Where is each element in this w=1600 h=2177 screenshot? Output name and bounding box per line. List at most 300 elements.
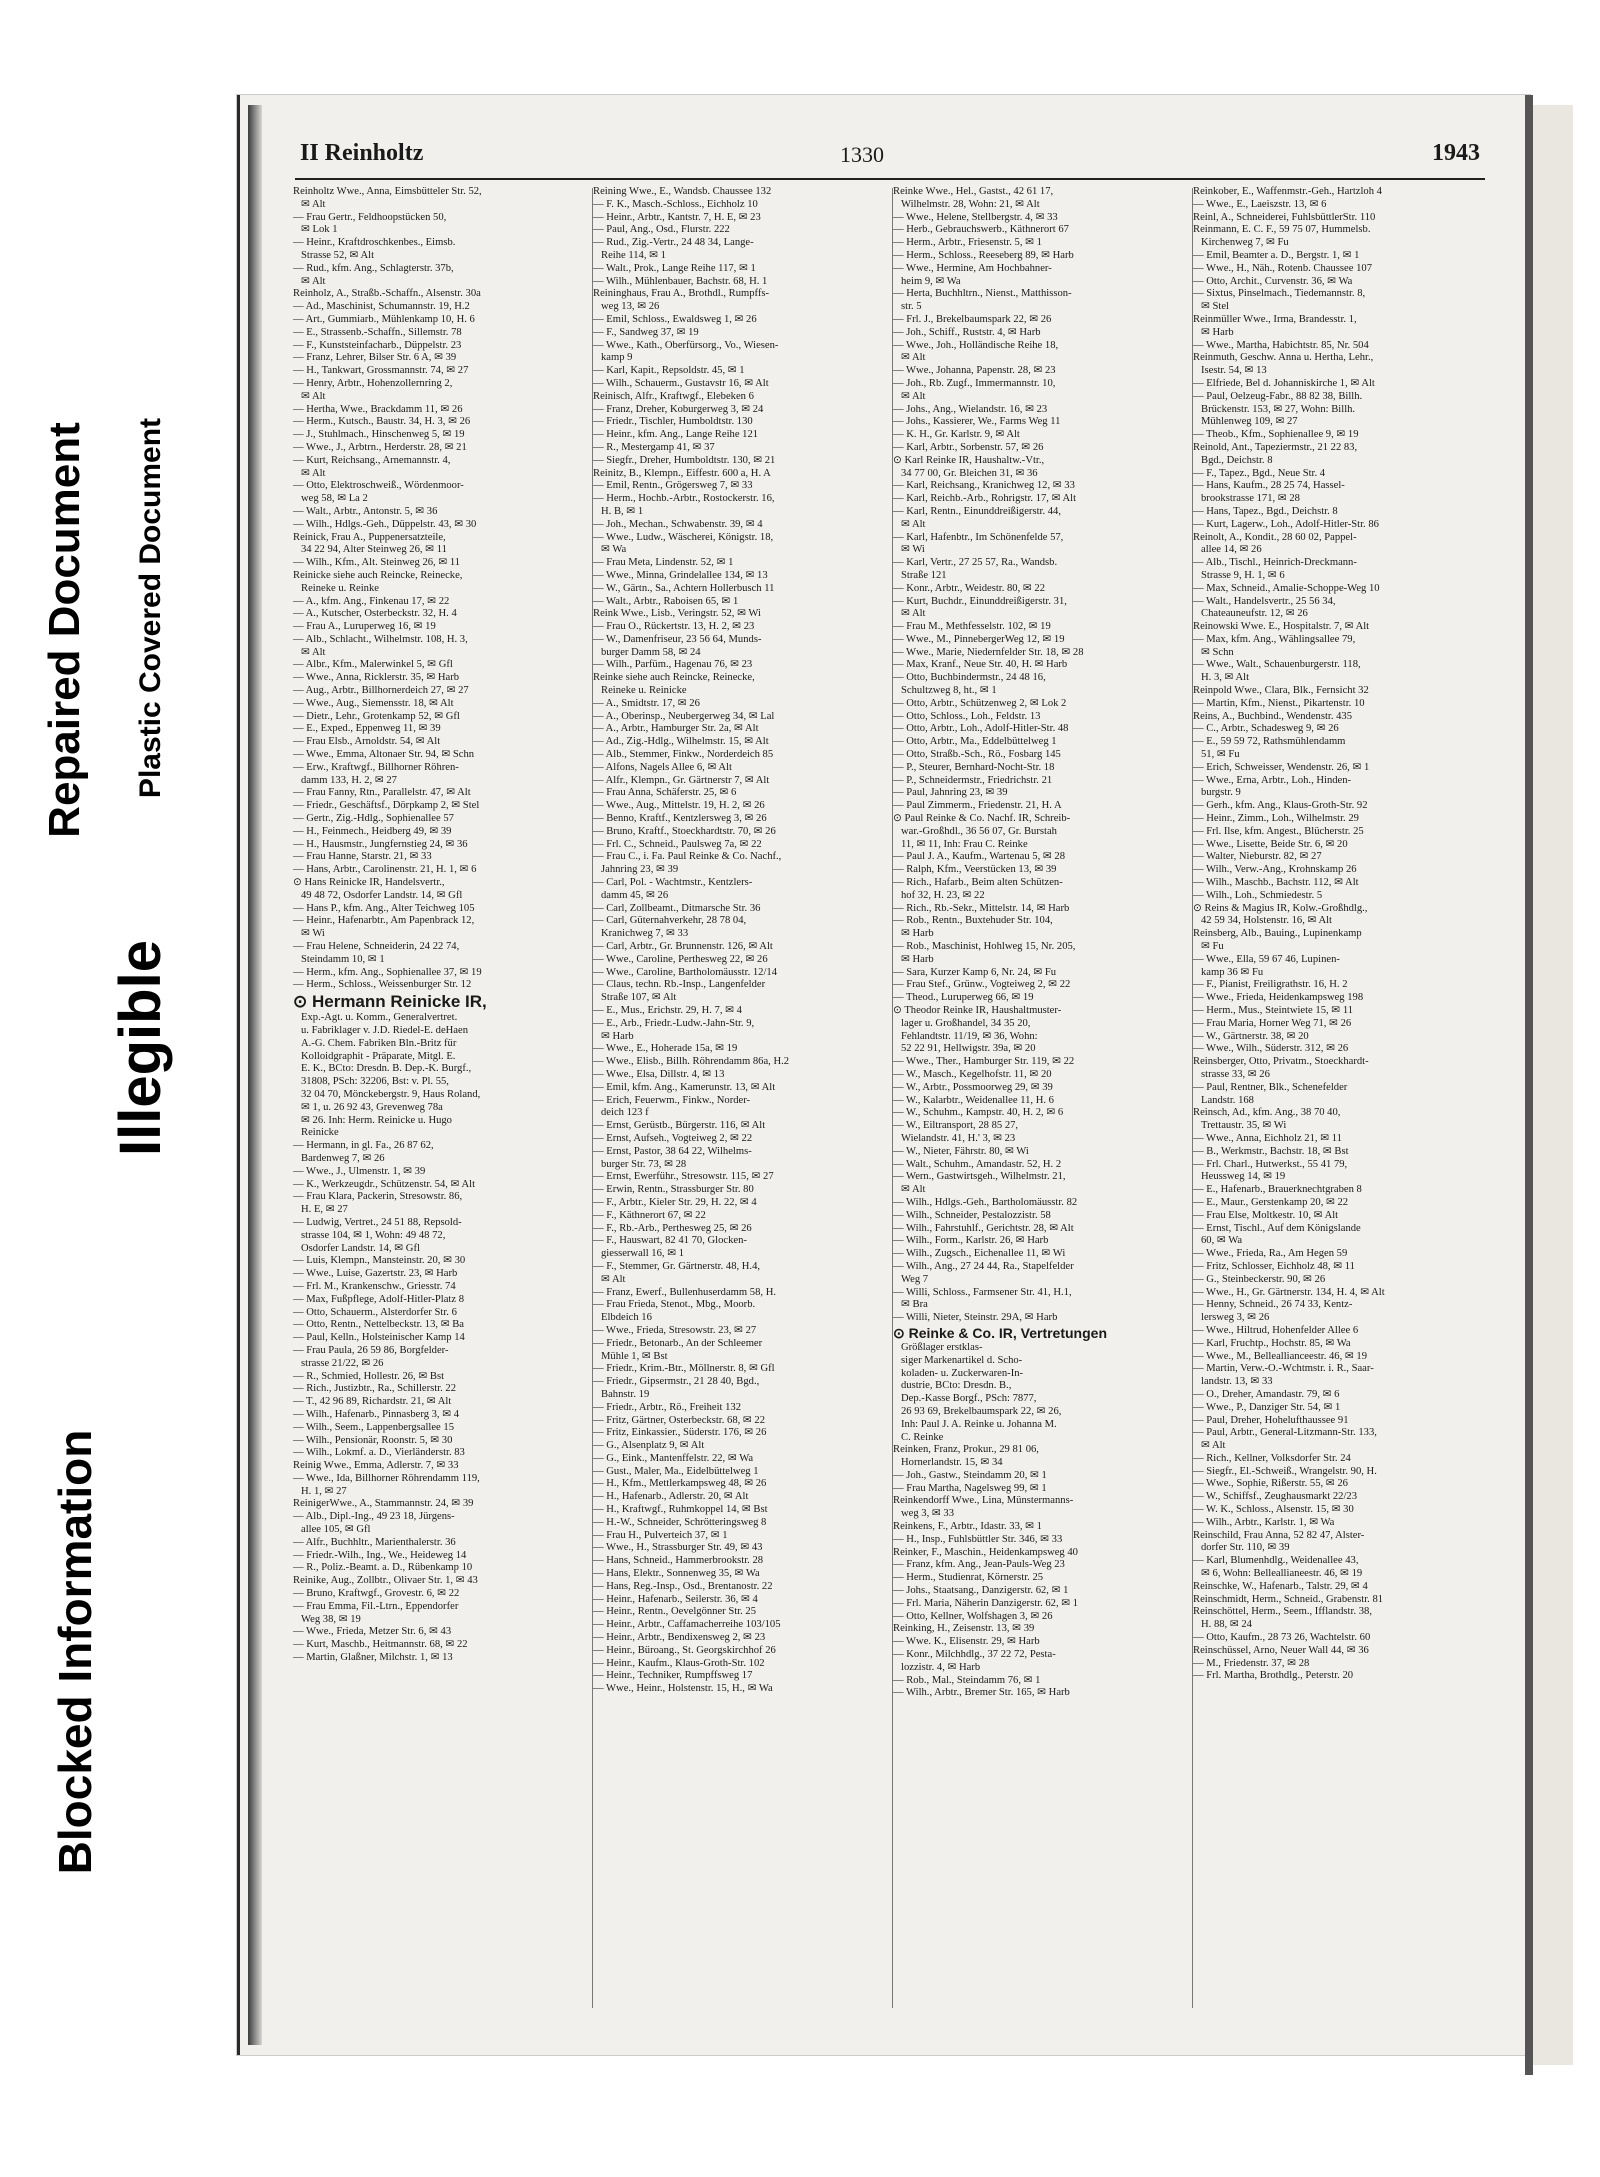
directory-entry-line: — Herb., Gebrauchswerb., Käthnerort 67 bbox=[893, 224, 1069, 236]
directory-entry-line: ✉ Alt bbox=[301, 390, 326, 402]
directory-entry-line: — E., Arb., Friedr.-Ludw.-Jahn-Str. 9, bbox=[593, 1017, 755, 1029]
directory-entry-line: Reinkober, E., Waffenmstr.-Geh., Hartzloh 4 bbox=[1193, 186, 1382, 197]
directory-column-4 bbox=[1193, 186, 1478, 2026]
directory-entry-line: ✉ Alt bbox=[301, 646, 326, 658]
directory-entry-line: — Fritz, Gärtner, Osterbeckstr. 68, ✉ 22 bbox=[593, 1414, 766, 1426]
directory-entry-line: H. E, ✉ 27 bbox=[301, 1204, 348, 1216]
directory-entry-line: ✉ Harb bbox=[901, 953, 934, 965]
directory-entry-line: A.-G. Chem. Fabriken Bln.-Britz für bbox=[301, 1037, 457, 1049]
directory-entry-line: — Emil, Rentn., Grögersweg 7, ✉ 33 bbox=[593, 480, 753, 492]
directory-entry-line: — Hans, Tapez., Bgd., Deichstr. 8 bbox=[1193, 505, 1338, 517]
directory-entry-line: — Rob., Rentn., Buxtehuder Str. 104, bbox=[893, 915, 1053, 927]
directory-entry-line: — Rich., Kellner, Volksdorfer Str. 24 bbox=[1193, 1452, 1351, 1464]
directory-entry-line: — H., Kfm., Mettlerkampsweg 48, ✉ 26 bbox=[593, 1478, 767, 1490]
directory-entry-line: — Willi, Schloss., Farmsener Str. 41, H.1, bbox=[893, 1286, 1072, 1298]
directory-entry-line: 34 77 00, Gr. Bleichen 31, ✉ 36 bbox=[901, 467, 1038, 479]
directory-entry-line: — Joh., Rb. Zugf., Immermannstr. 10, bbox=[893, 377, 1056, 389]
directory-entry-line: — Erich, Schweisser, Wendenstr. 26, ✉ 1 bbox=[1193, 761, 1370, 773]
directory-entry-line: — A., kfm. Ang., Finkenau 17, ✉ 22 bbox=[293, 595, 450, 607]
directory-entry-line: — Wwe., Marie, Niedernfelder Str. 18, ✉ 28 bbox=[893, 646, 1084, 658]
directory-entry-line: — Ernst, Ewerführ., Stresowstr. 115, ✉ 27 bbox=[593, 1171, 774, 1183]
directory-entry-line: — Wilh., Arbtr., Karlstr. 1, ✉ Wa bbox=[1193, 1516, 1335, 1528]
directory-entry-line: — Paul, Arbtr., General-Litzmann-Str. 133, bbox=[1193, 1427, 1377, 1439]
directory-entry-line: — Wwe., Frieda, Metzer Str. 6, ✉ 43 bbox=[293, 1626, 452, 1638]
directory-entry-line: — Wilh., Ang., 27 24 44, Ra., Stapelfelder bbox=[893, 1260, 1074, 1272]
directory-entry-line: — Hans, Reg.-Insp., Osd., Brentanostr. 22 bbox=[593, 1580, 773, 1592]
directory-entry-line: — Herm., kfm. Ang., Sophienallee 37, ✉ 19 bbox=[293, 966, 482, 978]
directory-entry-line: ⊙ Reinke & Co. IR, Vertretungen bbox=[893, 1324, 1107, 1341]
directory-entry-line: — E., Strassenb.-Schaffn., Sillemstr. 78 bbox=[293, 326, 462, 338]
directory-entry-line: Chateauneufstr. 12, ✉ 26 bbox=[1201, 608, 1308, 620]
directory-entry-line: — Frl. Charl., Hutwerkst., 55 41 79, bbox=[1193, 1158, 1348, 1170]
directory-entry-line: strasse 104, ✉ 1, Wohn: 49 48 72, bbox=[301, 1229, 446, 1241]
directory-entry-line: — Karl, Reichb.-Arb., Rohrigstr. 17, ✉ Alt bbox=[893, 493, 1077, 505]
directory-entry-line: — Friedr., Geschäftsf., Dörpkamp 2, ✉ Stel bbox=[293, 800, 480, 812]
directory-entry-line: — F., Arbtr., Kieler Str. 29, H. 22, ✉ 4 bbox=[593, 1196, 757, 1208]
directory-entry-line: — R., Mestergamp 41, ✉ 37 bbox=[593, 441, 715, 453]
directory-entry-line: — Dietr., Lehr., Grotenkamp 52, ✉ Gfl bbox=[293, 710, 460, 722]
directory-entry-line: — W., Eiltransport, 28 85 27, bbox=[893, 1120, 1019, 1132]
directory-entry-line: — Franz, Dreher, Koburgerweg 3, ✉ 24 bbox=[593, 403, 764, 415]
directory-entry-line: — Max, Kranf., Neue Str. 40, H. ✉ Harb bbox=[893, 659, 1068, 671]
directory-entry-line: Reinking, H., Zeisenstr. 13, ✉ 39 bbox=[893, 1623, 1035, 1635]
directory-entry-line: — Wwe., Ther., Hamburger Str. 119, ✉ 22 bbox=[893, 1056, 1075, 1068]
directory-entry-line: giesserwall 16, ✉ 1 bbox=[601, 1248, 685, 1260]
directory-entry-line: — Wwe., Ludw., Wäscherei, Königstr. 18, bbox=[593, 531, 774, 543]
directory-entry-line: ✉ 26. Inh: Herm. Reinicke u. Hugo bbox=[301, 1114, 452, 1126]
directory-entry-line: ⊙ Paul Reinke & Co. Nachf. IR, Schreib- bbox=[893, 813, 1071, 825]
directory-entry-line: — Kurt, Buchdr., Einunddreißigerstr. 31, bbox=[893, 595, 1067, 607]
directory-entry-line: — Wilh., Seem., Lappenbergsallee 15 bbox=[293, 1421, 454, 1433]
directory-entry-line: damm 45, ✉ 26 bbox=[601, 889, 669, 901]
directory-entry-line: — Frl. Maria, Näherin Danzigerstr. 62, ✉ 1 bbox=[893, 1597, 1079, 1609]
directory-entry-line: — Herm., Studienrat, Körnerstr. 25 bbox=[893, 1572, 1044, 1584]
directory-entry-line: Reinschke, W., Hafenarb., Talstr. 29, ✉ 4 bbox=[1193, 1580, 1368, 1592]
directory-entry-line: — Konr., Milchhdlg., 37 22 72, Pesta- bbox=[893, 1649, 1056, 1661]
directory-entry-line: — Wwe., Hermine, Am Hochbahner- bbox=[893, 262, 1052, 274]
directory-entry-line: Reinschmidt, Herm., Schneid., Grabenstr. 81 bbox=[1193, 1593, 1384, 1605]
directory-entry-line: 60, ✉ Wa bbox=[1201, 1235, 1243, 1247]
directory-entry-line: — F. K., Masch.-Schloss., Eichholz 10 bbox=[593, 198, 758, 210]
header-rule bbox=[295, 178, 1485, 180]
directory-entry-line: burgstr. 9 bbox=[1201, 787, 1241, 799]
directory-entry-line: — Wilh., Arbtr., Bremer Str. 165, ✉ Harb bbox=[893, 1687, 1070, 1699]
directory-entry-line: — A., Arbtr., Hamburger Str. 2a, ✉ Alt bbox=[593, 723, 759, 735]
directory-entry-line: — W., Arbtr., Possmoorweg 29, ✉ 39 bbox=[893, 1081, 1053, 1093]
directory-entry-line: — Rud., Zig.-Vertr., 24 48 34, Lange- bbox=[593, 237, 754, 249]
directory-entry-line: — Wwe., Anna, Ricklerstr. 35, ✉ Harb bbox=[293, 672, 460, 684]
directory-entry-line: Reinkens, F., Arbtr., Idastr. 33, ✉ 1 bbox=[893, 1521, 1042, 1533]
directory-entry-line: — Carl, Güternahverkehr, 28 78 04, bbox=[593, 915, 747, 927]
directory-entry-line: — Carl, Arbtr., Gr. Brunnenstr. 126, ✉ Alt bbox=[593, 941, 773, 953]
directory-entry-line: C. Reinke bbox=[901, 1431, 944, 1443]
directory-entry-line: — Friedr.-Wilh., Ing., We., Heideweg 14 bbox=[293, 1549, 467, 1561]
directory-entry-line: — Walt., Prok., Lange Reihe 117, ✉ 1 bbox=[593, 262, 756, 274]
directory-entry-line: Reinpold Wwe., Clara, Blk., Fernsicht 32 bbox=[1193, 685, 1369, 697]
directory-entry-line: Reins, A., Buchbind., Wendenstr. 435 bbox=[1193, 710, 1353, 722]
directory-entry-line: — Franz, Ewerf., Bullenhuserdamm 58, H. bbox=[593, 1286, 776, 1298]
directory-entry-line: — Otto, Arbtr., Loh., Adolf-Hitler-Str. 48 bbox=[893, 723, 1069, 735]
directory-entry-line: ✉ Alt bbox=[301, 275, 326, 287]
directory-entry-line: — H., Tankwart, Grossmannstr. 74, ✉ 27 bbox=[293, 365, 469, 377]
directory-entry-line: — G., Alsenplatz 9, ✉ Alt bbox=[593, 1440, 705, 1452]
directory-entry-line: brookstrasse 171, ✉ 28 bbox=[1201, 493, 1300, 505]
directory-entry-line: — Heinr., Hafenarbtr., Am Papenbrack 12, bbox=[293, 915, 475, 927]
directory-entry-line: Reinken, Franz, Prokur., 29 81 06, bbox=[893, 1444, 1039, 1456]
directory-entry-line: Jahnring 23, ✉ 39 bbox=[601, 864, 679, 876]
year: 1943 bbox=[1432, 140, 1480, 166]
directory-entry-line: Isestr. 54, ✉ 13 bbox=[1201, 365, 1267, 377]
directory-entry-line: — Alb., Dipl.-Ing., 49 23 18, Jürgens- bbox=[293, 1511, 455, 1523]
directory-entry-line: — Otto, Kaufm., 28 73 26, Wachtelstr. 60 bbox=[1193, 1632, 1371, 1644]
directory-entry-line: Reinschüssel, Arno, Neuer Wall 44, ✉ 36 bbox=[1193, 1644, 1369, 1656]
directory-entry-line: — Alb., Schlacht., Wilhelmstr. 108, H. 3, bbox=[293, 633, 468, 645]
directory-entry-line: — Fritz, Einkassier., Süderstr. 176, ✉ 26 bbox=[593, 1427, 767, 1439]
directory-entry-line: — Hans, Kaufm., 28 25 74, Hassel- bbox=[1193, 480, 1345, 492]
directory-entry-line: — H., Insp., Fuhlsbüttler Str. 346, ✉ 33 bbox=[893, 1533, 1063, 1545]
directory-entry-line: — Wilh., Schauerm., Gustavstr 16, ✉ Alt bbox=[593, 377, 769, 389]
directory-entry-line: ✉ Lok 1 bbox=[301, 224, 338, 236]
directory-entry-line: — Friedr., Krim.-Btr., Möllnerstr. 8, ✉ Gfl bbox=[593, 1363, 775, 1375]
directory-entry-line: — Kurt, Maschb., Heitmannstr. 68, ✉ 22 bbox=[293, 1639, 468, 1651]
directory-entry-line: Reinmann, E. C. F., 59 75 07, Hummelsb. bbox=[1193, 224, 1371, 236]
directory-entry-line: — F., Käthnerort 67, ✉ 22 bbox=[593, 1209, 706, 1221]
directory-entry-line: — Herm., Arbtr., Friesenstr. 5, ✉ 1 bbox=[893, 237, 1042, 249]
directory-entry-line: — Wern., Gastwirtsgeh., Wilhelmstr. 21, bbox=[893, 1171, 1066, 1183]
directory-entry-line: burger Damm 58, ✉ 24 bbox=[601, 646, 701, 658]
directory-entry-line: — W., Damenfriseur, 23 56 64, Munds- bbox=[593, 633, 762, 645]
directory-entry-line: — Otto, Schauerm., Alsterdorfer Str. 6 bbox=[293, 1306, 457, 1318]
directory-entry-line: — E., Exped., Eppenweg 11, ✉ 39 bbox=[293, 723, 441, 735]
directory-entry-line: — Emil, Beamter a. D., Bergstr. 1, ✉ 1 bbox=[1193, 249, 1360, 261]
directory-entry-line: Fehlandtstr. 11/19, ✉ 36, Wohn: bbox=[901, 1030, 1038, 1042]
directory-entry-line: Reinike, Aug., Zollbtr., Olivaer Str. 1, ✉ 43 bbox=[293, 1575, 478, 1587]
directory-entry-line: — Wwe., P., Danziger Str. 54, ✉ 1 bbox=[1193, 1401, 1341, 1413]
directory-entry-line: — F., Rb.-Arb., Perthesweg 25, ✉ 26 bbox=[593, 1222, 752, 1234]
directory-entry-line: Reining Wwe., E., Wandsb. Chaussee 132 bbox=[593, 186, 772, 197]
directory-entry-line: — Frl. M., Krankenschw., Griesstr. 74 bbox=[293, 1280, 456, 1292]
label-blocked-information: Blocked Information bbox=[49, 1429, 101, 1875]
facing-page-edge bbox=[1533, 105, 1573, 2065]
page-number: 1330 bbox=[840, 142, 884, 167]
directory-entry-line: Strasse 52, ✉ Alt bbox=[301, 249, 375, 261]
directory-entry-line: — Paul, Ang., Osd., Flurstr. 222 bbox=[593, 224, 730, 236]
directory-entry-line: ⊙ Hans Reinicke IR, Handelsvertr., bbox=[293, 877, 445, 889]
page-edge bbox=[1525, 95, 1533, 2075]
directory-entry-line: — W. K., Schloss., Alsenstr. 15, ✉ 30 bbox=[1193, 1504, 1354, 1516]
directory-entry-line: — Wwe., Sophie, Rißerstr. 55, ✉ 26 bbox=[1193, 1478, 1348, 1490]
directory-entry-line: ✉ Wi bbox=[301, 928, 325, 940]
directory-entry-line: 34 22 94, Alter Steinweg 26, ✉ 11 bbox=[301, 544, 447, 556]
directory-entry-line: — Wwe., J., Arbtrn., Herderstr. 28, ✉ 21 bbox=[293, 441, 467, 453]
directory-entry-line: — Hans, Elektr., Sonnenweg 35, ✉ Wa bbox=[593, 1568, 760, 1580]
directory-entry-line: — A., Kutscher, Osterbeckstr. 32, H. 4 bbox=[293, 608, 457, 620]
directory-entry-line: landstr. 13, ✉ 33 bbox=[1201, 1376, 1273, 1388]
directory-entry-line: ✉ Alt bbox=[901, 352, 926, 364]
directory-entry-line: ✉ Wa bbox=[601, 544, 627, 556]
directory-entry-line: ✉ 6, Wohn: Belleallianeestr. 46, ✉ 19 bbox=[1201, 1568, 1363, 1580]
directory-entry-line: — Wwe., Walt., Schauenburgerstr. 118, bbox=[1193, 659, 1361, 671]
directory-entry-line: strasse 33, ✉ 26 bbox=[1201, 1068, 1270, 1080]
directory-entry-line: — Herm., Schloss., Reeseberg 89, ✉ Harb bbox=[893, 249, 1074, 261]
directory-entry-line: — Wwe., E., Laeiszstr. 13, ✉ 6 bbox=[1193, 198, 1327, 210]
directory-entry-line: — Wwe., H., Strassburger Str. 49, ✉ 43 bbox=[593, 1542, 763, 1554]
directory-entry-line: weg 13, ✉ 26 bbox=[601, 301, 660, 313]
directory-entry-line: — F., Kunststeinfacharb., Düppelstr. 23 bbox=[293, 339, 462, 351]
directory-entry-line: 26 93 69, Brekelbaumspark 22, ✉ 26, bbox=[901, 1405, 1062, 1417]
directory-entry-line: Reinkendorff Wwe., Lina, Münstermanns- bbox=[893, 1495, 1074, 1507]
directory-entry-line: — Wwe., Helene, Stellbergstr. 4, ✉ 33 bbox=[893, 211, 1058, 223]
directory-entry-line: — Wwe., Erna, Arbtr., Loh., Hinden- bbox=[1193, 774, 1352, 786]
directory-entry-line: ✉ Harb bbox=[1201, 326, 1234, 338]
directory-entry-line: Reinsberg, Alb., Bauing., Lupinenkamp bbox=[1193, 928, 1362, 940]
directory-entry-line: — Theob., Kfm., Sophienallee 9, ✉ 19 bbox=[1193, 429, 1359, 441]
label-plastic-covered-document: Plastic Covered Document bbox=[134, 417, 167, 799]
directory-entry-line: Reinsch, Ad., kfm. Ang., 38 70 40, bbox=[1193, 1107, 1341, 1119]
directory-entry-line: — J., Stuhlmach., Hinschenweg 5, ✉ 19 bbox=[293, 429, 465, 441]
directory-entry-line: — Wilh., Hdlgs.-Geh., Bartholomäusstr. 82 bbox=[893, 1196, 1078, 1208]
label-repaired-document: Repaired Document bbox=[40, 422, 89, 838]
directory-entry-line: — Karl, Kapit., Repsoldstr. 45, ✉ 1 bbox=[593, 365, 745, 377]
directory-entry-line: — Wilh., Pensionär, Roonstr. 5, ✉ 30 bbox=[293, 1434, 453, 1446]
directory-entry-line: — H., Kraftwgf., Ruhmkoppel 14, ✉ Bst bbox=[593, 1504, 768, 1516]
directory-entry-line: ✉ Alt bbox=[1201, 1440, 1226, 1452]
directory-entry-line: war.-Großhdl., 36 56 07, Gr. Burstah bbox=[901, 825, 1057, 837]
directory-entry-line: — Alb., Stemmer, Finkw., Norderdeich 85 bbox=[593, 749, 774, 761]
directory-entry-line: — Friedr., Betonarb., An der Schleemer bbox=[593, 1337, 763, 1349]
directory-entry-line: Reinold, Ant., Tapeziermstr., 21 22 83, bbox=[1193, 441, 1358, 453]
directory-entry-line: — Martin, Verw.-O.-Wchtmstr. i. R., Saar- bbox=[1193, 1363, 1374, 1375]
directory-entry-line: — P., Schneidermstr., Friedrichstr. 21 bbox=[893, 774, 1053, 786]
directory-entry-line: Reinsberger, Otto, Privatm., Stoeckhardt- bbox=[1193, 1056, 1369, 1068]
directory-entry-line: ReinigerWwe., A., Stammannstr. 24, ✉ 39 bbox=[293, 1498, 474, 1510]
directory-entry-line: lersweg 3, ✉ 26 bbox=[1201, 1312, 1270, 1324]
directory-entry-line: — Rich., Hafarb., Beim alten Schützen- bbox=[893, 877, 1063, 889]
directory-entry-line: — Rich., Rb.-Sekr., Mittelstr. 14, ✉ Harb bbox=[893, 902, 1070, 914]
directory-entry-line: — Walter, Nieburstr. 82, ✉ 27 bbox=[1193, 851, 1322, 863]
directory-entry-line: — Ludwig, Vertret., 24 51 88, Repsold- bbox=[293, 1216, 462, 1228]
directory-entry-line: — Hans P., kfm. Ang., Alter Teichweg 105 bbox=[293, 902, 475, 914]
directory-entry-line: ✉ Alt bbox=[901, 1184, 926, 1196]
directory-entry-line: Steindamm 10, ✉ 1 bbox=[301, 953, 385, 965]
directory-entry-line: — Albr., Kfm., Malerwinkel 5, ✉ Gfl bbox=[293, 659, 453, 671]
directory-entry-line: H. B, ✉ 1 bbox=[601, 505, 644, 517]
label-illegible: Illegible bbox=[108, 940, 173, 1156]
directory-entry-line: — Herm., Schloss., Weissenburger Str. 12 bbox=[293, 979, 472, 991]
directory-entry-line: — Heinr., Techniker, Rumpffsweg 17 bbox=[593, 1670, 753, 1682]
directory-entry-line: Strasse 9, H. 1, ✉ 6 bbox=[1201, 569, 1285, 581]
directory-entry-line: — Henry, Arbtr., Hohenzollernring 2, bbox=[293, 377, 453, 389]
directory-entry-line: — W., Schiffsf., Zeughausmarkt 22/23 bbox=[1193, 1491, 1357, 1503]
directory-columns bbox=[293, 186, 1483, 2026]
directory-entry-line: Kranichweg 7, ✉ 33 bbox=[601, 928, 689, 940]
directory-entry-line: H. 1, ✉ 27 bbox=[301, 1485, 347, 1497]
directory-entry-line: — Heinr., Rentn., Oevelgönner Str. 25 bbox=[593, 1606, 757, 1618]
directory-entry-line: Brückenstr. 153, ✉ 27, Wohn: Billh. bbox=[1201, 403, 1356, 415]
directory-entry-line: — W., Kalarbtr., Weidenallee 11, H. 6 bbox=[893, 1094, 1054, 1106]
directory-entry-line: — Wwe., Luise, Gazertstr. 23, ✉ Harb bbox=[293, 1268, 458, 1280]
directory-entry-line: — W., Gärtn., Sa., Achtern Hollerbusch 11 bbox=[593, 582, 775, 594]
directory-entry-line: — Max, kfm. Ang., Wählingsallee 79, bbox=[1193, 633, 1356, 645]
directory-entry-line: kamp 36 ✉ Fu bbox=[1201, 966, 1264, 978]
directory-entry-line: — Claus, techn. Rb.-Insp., Langenfelder bbox=[593, 979, 766, 991]
directory-entry-line: — Wwe., Wilh., Süderstr. 312, ✉ 26 bbox=[1193, 1043, 1349, 1055]
directory-entry-line: — Hertha, Wwe., Brackdamm 11, ✉ 26 bbox=[293, 403, 463, 415]
directory-entry-line: — A., Smidtstr. 17, ✉ 26 bbox=[593, 697, 700, 709]
directory-entry-line: — Frau Frieda, Stenot., Mbg., Moorb. bbox=[593, 1299, 756, 1311]
directory-entry-line: — Karl, Rentn., Einunddreißigerstr. 44, bbox=[893, 505, 1061, 517]
directory-entry-line: — Heinr., Kaufm., Klaus-Groth-Str. 102 bbox=[593, 1657, 765, 1669]
directory-entry-line: — Joh., Mechan., Schwabenstr. 39, ✉ 4 bbox=[593, 518, 763, 530]
directory-entry-line: — Johs., Ang., Wielandstr. 16, ✉ 23 bbox=[893, 403, 1048, 415]
directory-entry-line: — Gerh., kfm. Ang., Klaus-Groth-Str. 92 bbox=[1193, 800, 1368, 812]
directory-entry-line: Reininghaus, Frau A., Brothdl., Rumpffs- bbox=[593, 288, 770, 300]
directory-entry-line: allee 105, ✉ Gfl bbox=[301, 1524, 371, 1536]
directory-column-2 bbox=[593, 186, 878, 2026]
directory-entry-line: — Karl, Blumenhdlg., Weidenallee 43, bbox=[1193, 1555, 1359, 1567]
directory-entry-line: Schultzweg 8, ht., ✉ 1 bbox=[901, 685, 997, 697]
directory-entry-line: — Hans, Arbtr., Carolinenstr. 21, H. 1, ✉ 6 bbox=[293, 864, 477, 876]
directory-entry-line: — Frau Fanny, Rtn., Parallelstr. 47, ✉ Alt bbox=[293, 787, 471, 799]
directory-entry-line: Reineke u. Reinke bbox=[301, 582, 379, 594]
directory-entry-line: — Rud., kfm. Ang., Schlagterstr. 37b, bbox=[293, 262, 454, 274]
directory-entry-line: — W., Gärtnerstr. 38, ✉ 20 bbox=[1193, 1030, 1309, 1042]
directory-entry-line: — Gertr., Zig.-Hdlg., Sophienallee 57 bbox=[293, 813, 454, 825]
directory-entry-line: — Erwin, Rentn., Strassburger Str. 80 bbox=[593, 1184, 754, 1196]
directory-entry-line: 52 22 91, Hellwigstr. 39a, ✉ 20 bbox=[901, 1043, 1036, 1055]
directory-entry-line: siger Markenartikel d. Scho- bbox=[901, 1354, 1023, 1366]
directory-entry-line: — W., Masch., Kegelhofstr. 11, ✉ 20 bbox=[893, 1068, 1052, 1080]
directory-entry-line: — Paul, Kelln., Holsteinischer Kamp 14 bbox=[293, 1332, 465, 1344]
directory-entry-line: — Johs., Staatsang., Danzigerstr. 62, ✉ 1 bbox=[893, 1585, 1069, 1597]
directory-entry-line: — Ad., Maschinist, Schumannstr. 19, H.2 bbox=[293, 301, 470, 313]
directory-entry-line: — Frl. C., Schneid., Paulsweg 7a, ✉ 22 bbox=[593, 838, 762, 850]
directory-entry-line: — G., Eink., Mantenffelstr. 22, ✉ Wa bbox=[593, 1452, 754, 1464]
directory-entry-line: — Wwe., Ella, 59 67 46, Lupinen- bbox=[1193, 953, 1340, 965]
directory-entry-line: Reinicke bbox=[301, 1127, 339, 1139]
directory-entry-line: — Kurt, Lagerw., Loh., Adolf-Hitler-Str. 86 bbox=[1193, 518, 1379, 530]
directory-entry-line: — Wilh., Hdlgs.-Geh., Düppelstr. 43, ✉ 30 bbox=[293, 518, 477, 530]
directory-entry-line: dustrie, BCto: Dresdn. B., bbox=[901, 1380, 1012, 1392]
directory-entry-line: — Frau A., Luruperweg 16, ✉ 19 bbox=[293, 621, 436, 633]
directory-entry-line: — Wwe., Caroline, Bartholomäusstr. 12/14 bbox=[593, 966, 777, 978]
directory-entry-line: — Erich, Feuerwm., Finkw., Norder- bbox=[593, 1094, 751, 1106]
directory-entry-line: Inh: Paul J. A. Reinke u. Johanna M. bbox=[901, 1418, 1057, 1430]
directory-entry-line: — Herm., Kutsch., Baustr. 34, H. 3, ✉ 26 bbox=[293, 416, 471, 428]
directory-entry-line: — Wilh., Loh., Schmiedestr. 5 bbox=[1193, 889, 1323, 901]
directory-entry-line: — Herta, Buchhltrn., Nienst., Matthisson- bbox=[893, 288, 1072, 300]
directory-entry-line: — Siegfr., Dreher, Humboldtstr. 130, ✉ 21 bbox=[593, 454, 776, 466]
directory-entry-line: — Ernst, Gerüstb., Bürgerstr. 116, ✉ Alt bbox=[593, 1120, 766, 1132]
directory-entry-line: — K. H., Gr. Karlstr. 9, ✉ Alt bbox=[893, 429, 1020, 441]
directory-entry-line: Mühlenweg 109, ✉ 27 bbox=[1201, 416, 1298, 428]
directory-entry-line: — Ernst, Tischl., Auf dem Königslande bbox=[1193, 1222, 1361, 1234]
directory-entry-line: — Frl. Martha, Brothdlg., Peterstr. 20 bbox=[1193, 1670, 1354, 1682]
directory-entry-line: — Franz, Lehrer, Bilser Str. 6 A, ✉ 39 bbox=[293, 352, 457, 364]
directory-entry-line: ⊙ Reins & Magius IR, Kolw.-Großhdlg., bbox=[1193, 902, 1368, 914]
directory-entry-line: — Heinr., Büroang., St. Georgskirchhof 26 bbox=[593, 1644, 776, 1656]
directory-entry-line: — Kurt, Reichsang., Arnemannstr. 4, bbox=[293, 454, 451, 466]
directory-entry-line: — Alfr., Buchhltr., Marienthalerstr. 36 bbox=[293, 1536, 456, 1548]
directory-entry-line: — Alfons, Nagels Allee 6, ✉ Alt bbox=[593, 761, 732, 773]
directory-entry-line: ✉ Harb bbox=[901, 928, 934, 940]
directory-entry-line: — Frau Klara, Packerin, Stresowstr. 86, bbox=[293, 1191, 463, 1203]
directory-entry-line: Landstr. 168 bbox=[1201, 1094, 1254, 1106]
directory-entry-line: — Friedr., Gipsermstr., 21 28 40, Bgd., bbox=[593, 1376, 760, 1388]
directory-entry-line: — F., Sandweg 37, ✉ 19 bbox=[593, 326, 699, 338]
directory-entry-line: — Wilh., Fahrstuhlf., Gerichtstr. 28, ✉ Alt bbox=[893, 1222, 1074, 1234]
directory-entry-line: Dep.-Kasse Borgf., PSch: 7877, bbox=[901, 1393, 1037, 1405]
directory-entry-line: — Frau Helene, Schneiderin, 24 22 74, bbox=[293, 941, 460, 953]
directory-entry-line: Heussweg 14, ✉ 19 bbox=[1201, 1171, 1286, 1183]
directory-entry-line: koladen- u. Zuckerwaren-In- bbox=[901, 1367, 1024, 1379]
directory-entry-line: — Frau Paula, 26 59 86, Borgfelder- bbox=[293, 1344, 449, 1356]
directory-entry-line: — Otto, Schloss., Loh., Feldstr. 13 bbox=[893, 710, 1041, 722]
directory-entry-line: — Aug., Arbtr., Billhornerdeich 27, ✉ 27 bbox=[293, 685, 469, 697]
directory-entry-line: strasse 21/22, ✉ 26 bbox=[301, 1357, 384, 1369]
directory-entry-line: Osdorfer Landstr. 14, ✉ Gfl bbox=[301, 1242, 420, 1254]
directory-entry-line: Kirchenweg 7, ✉ Fu bbox=[1201, 237, 1289, 249]
directory-entry-line: — Otto, Straßb.-Sch., Rö., Fosbarg 145 bbox=[893, 749, 1061, 761]
directory-entry-line: — Ad., Zig.-Hdlg., Wilhelmstr. 15, ✉ Alt bbox=[593, 736, 769, 748]
directory-entry-line: Weg 7 bbox=[901, 1273, 929, 1285]
directory-entry-line: hof 32, H. 23, ✉ 22 bbox=[901, 889, 985, 901]
directory-entry-line: — Paul, Oelzeug-Fabr., 88 82 38, Billh. bbox=[1193, 390, 1363, 402]
directory-entry-line: — E., Mus., Erichstr. 29, H. 7, ✉ 4 bbox=[593, 1005, 742, 1016]
directory-entry-line: — F., Hauswart, 82 41 70, Glocken- bbox=[593, 1235, 747, 1247]
directory-entry-line: — Wwe., H., Gr. Gärtnerstr. 134, H. 4, ✉ Alt bbox=[1193, 1286, 1385, 1298]
directory-entry-line: weg 3, ✉ 33 bbox=[901, 1508, 955, 1520]
directory-entry-line: Reinholz, A., Straßb.-Schaffn., Alsenstr. 30a bbox=[293, 288, 481, 300]
directory-entry-line: — Heinr., Hafenarb., Seilerstr. 36, ✉ 4 bbox=[593, 1593, 758, 1605]
directory-entry-line: — Frau Meta, Lindenstr. 52, ✉ 1 bbox=[593, 557, 734, 569]
directory-entry-line: — Joh., Gastw., Steindamm 20, ✉ 1 bbox=[893, 1469, 1047, 1481]
directory-entry-line: — Hermann, in gl. Fa., 26 87 62, bbox=[293, 1140, 434, 1152]
directory-entry-line: — Frau H., Pulverteich 37, ✉ 1 bbox=[593, 1529, 728, 1541]
directory-entry-line: — Wwe., Ida, Billhorner Röhrendamm 119, bbox=[293, 1472, 480, 1484]
directory-entry-line: — Wilh., Mühlenbauer, Bachstr. 68, H. 1 bbox=[593, 275, 768, 287]
directory-entry-line: — Wwe., Anna, Eichholz 21, ✉ 11 bbox=[1193, 1132, 1342, 1144]
directory-entry-line: u. Fabriklager v. J.D. Riedel-E. deHaen bbox=[301, 1025, 468, 1036]
directory-entry-line: — Walt., Arbtr., Raboisen 65, ✉ 1 bbox=[593, 595, 739, 607]
directory-entry-line: deich 123 f bbox=[601, 1107, 649, 1119]
directory-entry-line: — Wwe., Heinr., Holstenstr. 15, H., ✉ Wa bbox=[593, 1683, 773, 1695]
directory-entry-line: — Ernst, Pastor, 38 64 22, Wilhelms- bbox=[593, 1145, 752, 1157]
directory-entry-line: — Wwe., Aug., Siemensstr. 18, ✉ Alt bbox=[293, 697, 454, 709]
directory-entry-line: — Wwe., M., Belleallianceestr. 46, ✉ 19 bbox=[1193, 1350, 1368, 1362]
directory-entry-line: — Alfr., Klempn., Gr. Gärtnerstr 7, ✉ Alt bbox=[593, 774, 770, 786]
directory-entry-line: — Sixtus, Pinselmach., Tiedemannstr. 8, bbox=[1193, 288, 1366, 300]
directory-entry-line: ✉ Alt bbox=[901, 518, 926, 530]
directory-entry-line: — Wilh., Zugsch., Eichenallee 11, ✉ Wi bbox=[893, 1248, 1066, 1260]
directory-entry-line: — Wwe., Minna, Grindelallee 134, ✉ 13 bbox=[593, 569, 768, 581]
directory-entry-line: — Joh., Schiff., Ruststr. 4, ✉ Harb bbox=[893, 326, 1041, 338]
directory-entry-line: — Otto, Arbtr., Schützenweg 2, ✉ Lok 2 bbox=[893, 697, 1067, 709]
directory-entry-line: Reinl, A., Schneiderei, FuhlsbüttlerStr. 110 bbox=[1193, 211, 1376, 223]
directory-column-1 bbox=[293, 186, 578, 2026]
directory-entry-line: ✉ 1, u. 26 92 43, Grevenweg 78a bbox=[301, 1101, 443, 1113]
directory-entry-line: — Erw., Kraftwgf., Billhorner Röhren- bbox=[293, 761, 459, 773]
directory-entry-line: — Bruno, Kraftf., Stoeckhardtstr. 70, ✉ 26 bbox=[593, 825, 776, 837]
directory-entry-line: Reinke siehe auch Reincke, Reinecke, bbox=[593, 672, 755, 684]
directory-entry-line: Reineke u. Reinicke bbox=[601, 685, 687, 697]
directory-entry-line: — Wwe., Frieda, Stresowstr. 23, ✉ 27 bbox=[593, 1324, 757, 1336]
directory-entry-line: — Wilh., Lokmf. a. D., Vierländerstr. 83 bbox=[293, 1447, 465, 1459]
directory-entry-line: — Ernst, Aufseh., Vogteiweg 2, ✉ 22 bbox=[593, 1132, 753, 1144]
directory-entry-line: 42 59 34, Holstenstr. 16, ✉ Alt bbox=[1201, 915, 1333, 927]
directory-entry-line: — Wilh., Maschb., Bachstr. 112, ✉ Alt bbox=[1193, 877, 1359, 889]
directory-entry-line: — Emil, Schloss., Ewaldsweg 1, ✉ 26 bbox=[593, 313, 757, 325]
